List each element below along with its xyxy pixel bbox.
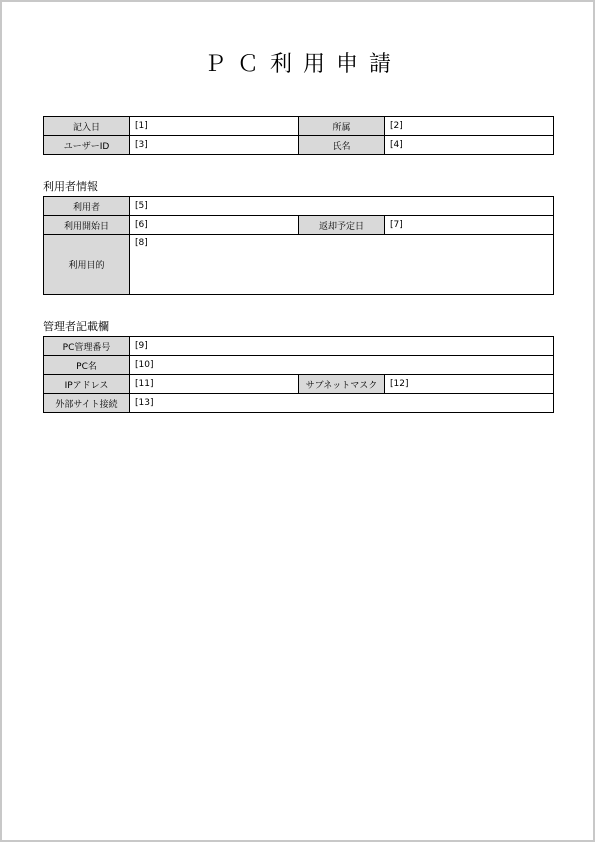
page-title: ＰＣ利用申請	[203, 52, 402, 77]
table-row	[44, 235, 554, 295]
pc-name-field[interactable]: [10]	[130, 356, 554, 375]
start-date-field[interactable]: [6]	[130, 216, 299, 235]
user-id-field[interactable]: [3]	[130, 136, 299, 155]
return-date-label: 返却予定日	[299, 216, 385, 235]
department-label: 所属	[299, 117, 385, 136]
full-name-label: 氏名	[299, 136, 385, 155]
department-field[interactable]: [2]	[385, 117, 554, 136]
user-id-label: ユーザーID	[44, 136, 130, 155]
table-row	[44, 375, 554, 394]
ip-address-field[interactable]: [11]	[130, 375, 299, 394]
entry-date-label: 記入日	[44, 117, 130, 136]
full-name-field[interactable]: [4]	[385, 136, 554, 155]
table-row	[44, 197, 554, 216]
subnet-mask-field[interactable]: [12]	[385, 375, 554, 394]
table-row	[44, 337, 554, 356]
user-label: 利用者	[44, 197, 130, 216]
start-date-label: 利用開始日	[44, 216, 130, 235]
user-field[interactable]: [5]	[130, 197, 554, 216]
admin-table	[43, 336, 554, 413]
header-table	[43, 116, 554, 155]
admin-heading: 管理者記載欄	[43, 320, 109, 333]
pc-number-label: PC管理番号	[44, 337, 130, 356]
table-row	[44, 216, 554, 235]
table-row	[44, 117, 554, 136]
return-date-field[interactable]: [7]	[385, 216, 554, 235]
entry-date-field[interactable]: [1]	[130, 117, 299, 136]
external-site-label: 外部サイト接続	[44, 394, 130, 413]
purpose-field[interactable]: [8]	[130, 235, 554, 295]
table-row	[44, 394, 554, 413]
user-info-heading: 利用者情報	[43, 180, 98, 193]
pc-name-label: PC名	[44, 356, 130, 375]
purpose-label: 利用目的	[44, 235, 130, 295]
subnet-mask-label: サブネットマスク	[299, 375, 385, 394]
ip-address-label: IPアドレス	[44, 375, 130, 394]
user-info-table	[43, 196, 554, 295]
table-row	[44, 136, 554, 155]
table-row	[44, 356, 554, 375]
external-site-field[interactable]: [13]	[130, 394, 554, 413]
pc-number-field[interactable]: [9]	[130, 337, 554, 356]
